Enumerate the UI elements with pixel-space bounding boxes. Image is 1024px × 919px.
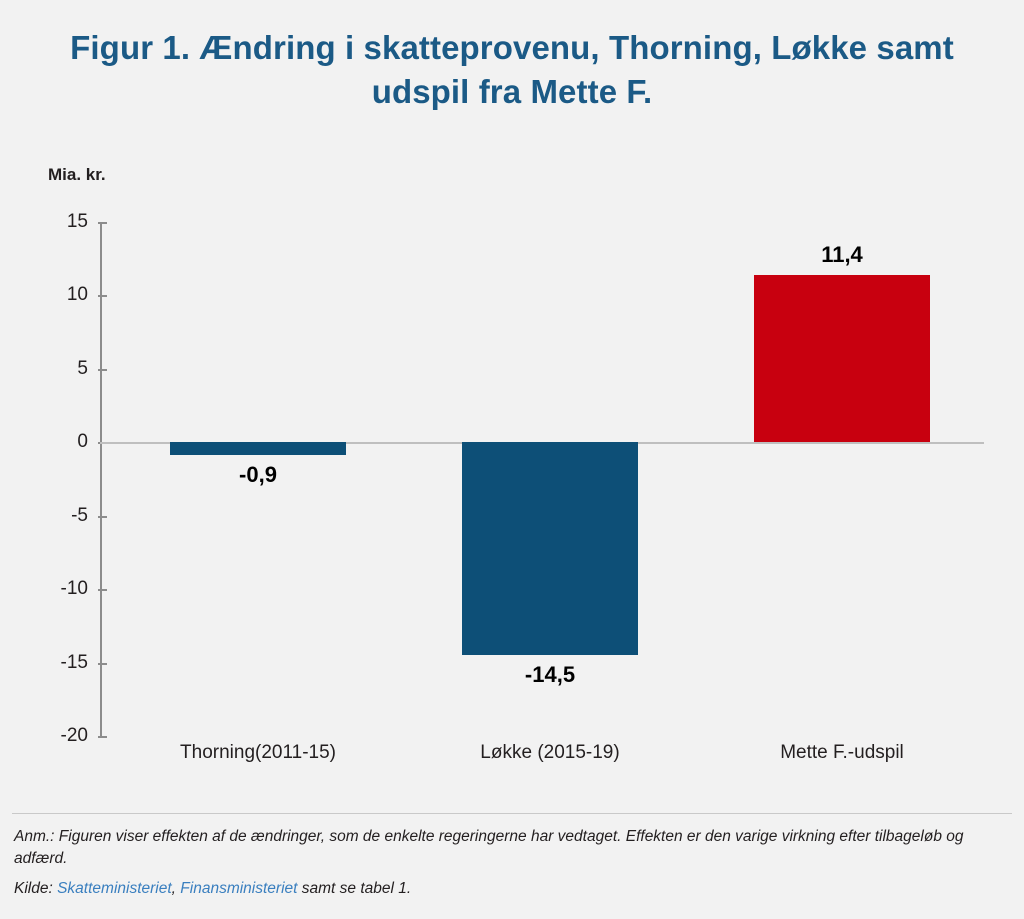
- bar-value-lokke: -14,5: [524, 662, 576, 687]
- source-line: [14, 878, 1014, 900]
- y-tick-label: -20: [60, 725, 88, 746]
- note-prefix: Anm.:: [14, 828, 55, 845]
- note-line: [14, 826, 1014, 870]
- y-axis-line: [100, 222, 102, 736]
- bar-thorning[interactable]: [170, 442, 346, 455]
- category-label-mette-f: Mette F.-udspil: [780, 742, 904, 763]
- source-link-skatteministeriet[interactable]: Skatteministeriet: [57, 880, 172, 897]
- y-tick-label: 10: [66, 284, 88, 306]
- source-prefix: Kilde:: [14, 880, 53, 897]
- category-label-lokke: Løkke (2015-19): [480, 742, 620, 763]
- footer-notes: [14, 826, 1014, 900]
- y-tick-label: -10: [60, 578, 88, 600]
- plot-area: [60, 211, 984, 763]
- y-tick-label: 0: [77, 431, 88, 453]
- source-link-finansministeriet[interactable]: Finansministeriet: [180, 880, 298, 897]
- footer-divider: [12, 813, 1012, 814]
- bar-lokke[interactable]: [462, 442, 638, 655]
- bar-value-mette-f: 11,4: [821, 242, 863, 267]
- source-suffix: samt se tabel 1.: [297, 880, 412, 897]
- category-label-thorning: Thorning(2011-15): [180, 742, 336, 763]
- bar-value-thorning: -0,9: [239, 462, 277, 487]
- y-axis-unit-label: Mia. kr.: [48, 165, 106, 184]
- note-text: Figuren viser effekten af de ændringer, som de enkelte regeringerne har vedtaget. Effekten er den varige virkning efter tilbageløb og adfærd.: [14, 828, 964, 867]
- y-tick-label: -15: [60, 651, 88, 673]
- y-tick-label: -5: [71, 504, 88, 526]
- bar-mette-f[interactable]: [754, 275, 930, 442]
- page-title: Figur 1. Ændring i skatteprovenu, Thorning, Løkke samt udspil fra Mette F.: [70, 29, 954, 110]
- y-tick-label: 15: [66, 211, 88, 232]
- source-separator: ,: [171, 880, 181, 897]
- y-tick-label: 5: [77, 357, 88, 379]
